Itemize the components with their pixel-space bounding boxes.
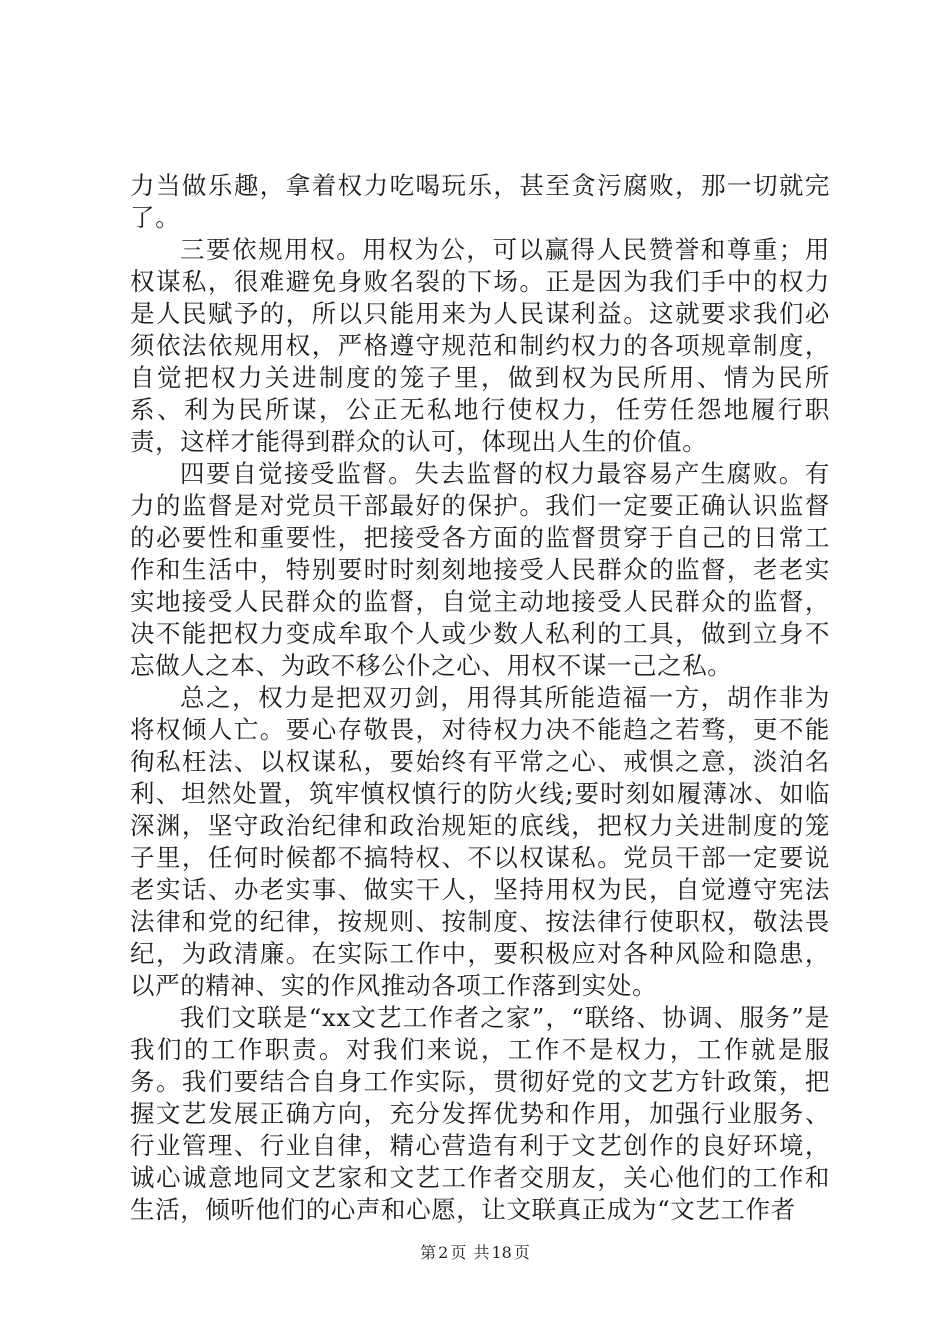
- footer-prefix: 第: [420, 1243, 437, 1262]
- footer-suffix: 页: [513, 1243, 530, 1262]
- paragraph-1: 力当做乐趣，拿着权力吃喝玩乐，甚至贪污腐败，那一切就完了。: [130, 171, 830, 232]
- paragraph-3: 四要自觉接受监督。失去监督的权力最容易产生腐败。有力的监督是对党员干部最好的保护。我们一定要正确认识监督的必要性和重要性，把接受各方面的监督贯穿于自己的日常工作和生活中，特别要时时刻刻地接受人民群众的监督，老老实实地接受人民群众的监督，自觉主动地接受人民群众的监督，决不能把权力变成牟取个人或少数人私利的工具，做到立身不忘做人之本、为政不移公仆之心、用权不谋一己之私。: [130, 459, 830, 680]
- paragraph-2: 三要依规用权。用权为公，可以赢得人民赞誉和尊重；用权谋私，很难避免身败名裂的下场。正是因为我们手中的权力是人民赋予的，所以只能用来为人民谋利益。这就要求我们必须依法依规用权，严格遵守规范和制约权力的各项规章制度，自觉把权力关进制度的笼子里，做到权为民所用、情为民所系、利为民所谋，公正无私地行使权力，任劳任怨地履行职责，这样才能得到群众的认可，体现出人生的价值。: [130, 235, 830, 456]
- footer-page-word: 页: [450, 1243, 467, 1262]
- page-footer: [0, 1240, 950, 1263]
- document-body: [130, 170, 830, 1226]
- paragraph-4: 总之，权力是把双刃剑，用得其所能造福一方，胡作非为将权倾人亡。要心存敬畏，对待权力决不能趋之若骛，更不能徇私枉法、以权谋私，要始终有平常之心、戒惧之意，淡泊名利、坦然处置，筑牢慎权慎行的防火线;要时刻如履薄冰、如临深渊，坚守政治纪律和政治规矩的底线，把权力关进制度的笼子里，任何时候都不搞特权、不以权谋私。党员干部一定要说老实话、办老实事、做实干人，坚持用权为民，自觉遵守宪法法律和党的纪律，按规则、按制度、按法律行使职权，敬法畏纪，为政清廉。在实际工作中，要积极应对各种风险和隐患，以严的精神、实的作风推动各项工作落到实处。: [130, 683, 830, 1000]
- footer-separator: 共: [468, 1243, 490, 1262]
- footer-current-page: 2: [438, 1243, 449, 1262]
- paragraph-5: 我们文联是“xx文艺工作者之家”，“联络、协调、服务”是我们的工作职责。对我们来说，工作不是权力，工作就是服务。我们要结合自身工作实际，贯彻好党的文艺方针政策，把握文艺发展正确方向，充分发挥优势和作用，加强行业服务、行业管理、行业自律，精心营造有利于文艺创作的良好环境，诚心诚意地同文艺家和文艺工作者交朋友，关心他们的工作和生活，倾听他们的心声和心愿，让文联真正成为“文艺工作者: [130, 1003, 830, 1224]
- footer-total-pages: 18: [491, 1243, 512, 1262]
